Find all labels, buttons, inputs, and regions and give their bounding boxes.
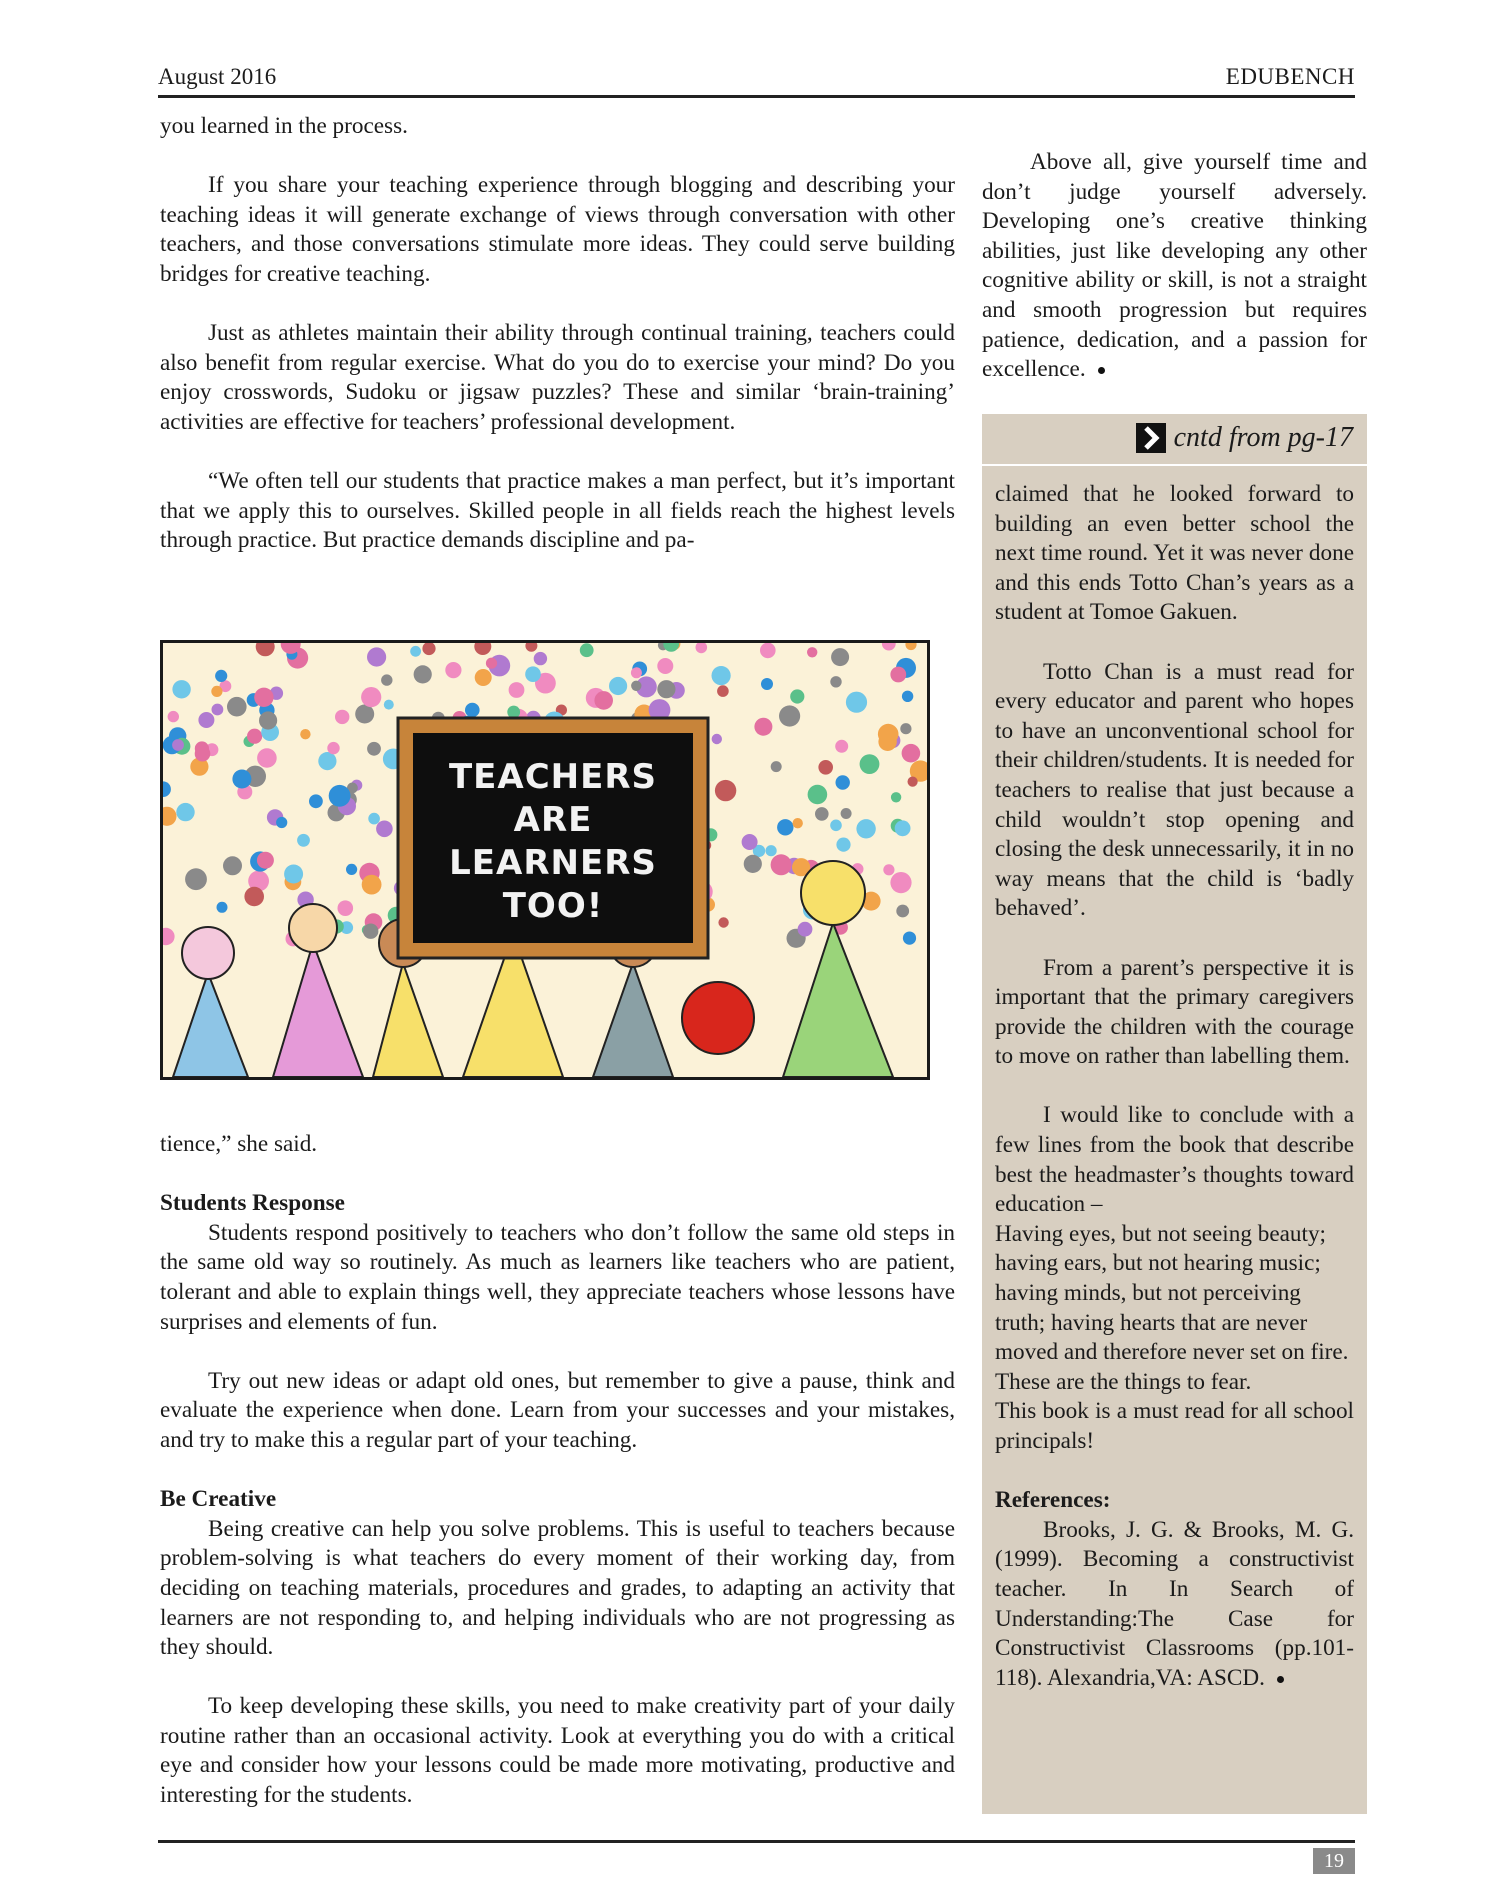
references-heading: References: bbox=[995, 1487, 1111, 1514]
paragraph: This book is a must read for all school principals! bbox=[995, 1398, 1354, 1454]
confetti-dot bbox=[362, 875, 382, 895]
footer-rule bbox=[158, 1840, 1355, 1843]
confetti-dot bbox=[830, 676, 841, 687]
confetti-dot bbox=[831, 648, 849, 666]
confetti-dot bbox=[717, 685, 729, 697]
confetti-dot bbox=[742, 834, 758, 850]
section-heading-students-response: Students Response bbox=[160, 1190, 345, 1217]
left-column-top bbox=[160, 112, 955, 556]
chalk-line-2: ARE bbox=[513, 800, 593, 840]
confetti-dot bbox=[760, 643, 776, 658]
paragraph: you learned in the process. bbox=[160, 113, 408, 139]
section-heading-be-creative: Be Creative bbox=[160, 1486, 277, 1513]
confetti-dot bbox=[715, 780, 736, 801]
confetti-dot bbox=[445, 662, 461, 678]
header-date: August 2016 bbox=[158, 64, 277, 89]
end-bullet-icon bbox=[1277, 1676, 1284, 1683]
confetti-dot bbox=[318, 752, 336, 770]
confetti-dot bbox=[890, 667, 906, 683]
chevron-right-icon bbox=[1136, 423, 1166, 453]
confetti-dot bbox=[185, 868, 207, 890]
sidebar-title: cntd from pg-17 bbox=[1173, 422, 1353, 453]
chalk-line-1: TEACHERS bbox=[448, 757, 658, 797]
confetti-dot bbox=[903, 932, 916, 945]
confetti-dot bbox=[609, 677, 627, 695]
confetti-dot bbox=[217, 902, 228, 913]
confetti-dot bbox=[254, 688, 273, 707]
confetti-dot bbox=[363, 924, 378, 939]
confetti-dot bbox=[902, 744, 921, 763]
confetti-dot bbox=[367, 647, 386, 666]
confetti-dot bbox=[890, 872, 911, 893]
confetti-dot bbox=[860, 754, 880, 774]
confetti-dot bbox=[422, 643, 435, 655]
confetti-dot bbox=[771, 854, 792, 875]
header-rule bbox=[158, 95, 1355, 98]
paragraph: tience,” she said. bbox=[160, 1131, 318, 1157]
confetti-dot bbox=[465, 703, 480, 718]
confetti-dot bbox=[223, 856, 242, 875]
reference-text: Brooks, J. G. & Brooks, M. G. (1999). Becoming a constructivist teacher. In In Search of Understanding:The Case for Constructivist Classrooms (pp.101-118). Alexandria,VA: ASCD. bbox=[995, 1516, 1354, 1691]
confetti-dot bbox=[486, 658, 497, 669]
left-column-bottom bbox=[160, 1130, 955, 1811]
confetti-dot bbox=[195, 741, 209, 755]
confetti-dot bbox=[361, 687, 381, 707]
page-number: 19 bbox=[1313, 1848, 1355, 1874]
confetti-dot bbox=[257, 748, 277, 768]
teachers-are-learners-illustration bbox=[160, 640, 930, 1080]
reference-item bbox=[995, 1516, 1354, 1694]
confetti-dot bbox=[696, 643, 708, 653]
paragraph: I would like to conclude with a few lines from the book that describe best the headmaster’s thoughts toward education – bbox=[995, 1102, 1354, 1218]
confetti-dot bbox=[807, 647, 817, 657]
header-publication: EDUBENCH bbox=[1225, 64, 1355, 89]
sidebar-header bbox=[1136, 414, 1353, 462]
confetti-dot bbox=[355, 705, 374, 724]
confetti-dot bbox=[883, 864, 894, 875]
confetti-dot bbox=[509, 682, 525, 698]
confetti-dot bbox=[168, 711, 179, 722]
confetti-dot bbox=[754, 718, 772, 736]
paragraph: claimed that he looked forward to building an even better school the next time round. Yet it was never done and this ends Totto Chan’s years as a student at Tomoe Gakuen. bbox=[995, 481, 1354, 626]
confetti-dot bbox=[808, 785, 828, 805]
confetti-dot bbox=[172, 680, 190, 698]
confetti-dot bbox=[908, 777, 918, 787]
confetti-dot bbox=[657, 658, 673, 674]
confetti-dot bbox=[856, 819, 875, 838]
paragraph: “We often tell our students that practice makes a man perfect, but it’s important that we apply this to ourselves. Skilled people in all fields reach the highest levels through practice. But practice demands discipline and pa- bbox=[160, 468, 955, 554]
confetti-dot bbox=[896, 905, 909, 918]
confetti-dot bbox=[761, 678, 773, 690]
confetti-dot bbox=[815, 807, 829, 821]
confetti-dot bbox=[215, 670, 227, 682]
confetti-dot bbox=[211, 686, 222, 697]
confetti-dot bbox=[257, 852, 274, 869]
confetti-dot bbox=[259, 711, 277, 729]
confetti-dot bbox=[297, 834, 310, 847]
confetti-dot bbox=[338, 900, 354, 916]
confetti-dot bbox=[227, 697, 247, 717]
confetti-dot bbox=[384, 700, 394, 710]
confetti-dot bbox=[525, 666, 541, 682]
end-bullet-icon bbox=[1098, 367, 1105, 374]
confetti-dot bbox=[818, 760, 833, 775]
confetti-dot bbox=[836, 775, 850, 789]
quote: Having eyes, but not seeing beauty; having ears, but not hearing music; having minds, but not perceiving truth; having hearts that are never moved and therefore never set on fire. These are the things to fear. bbox=[995, 1220, 1349, 1395]
confetti-dot bbox=[580, 643, 594, 657]
confetti-dot bbox=[902, 691, 913, 702]
confetti-dot bbox=[793, 818, 803, 828]
confetti-dot bbox=[327, 742, 339, 754]
confetti-dot bbox=[309, 794, 323, 808]
confetti-dot bbox=[905, 643, 916, 650]
confetti-dot bbox=[475, 669, 492, 686]
confetti-dot bbox=[777, 819, 793, 835]
confetti-dot bbox=[744, 855, 762, 873]
chalk-line-4: TOO! bbox=[502, 886, 604, 926]
confetti-dot bbox=[368, 813, 380, 825]
chalk-line-3: LEARNERS bbox=[449, 843, 657, 883]
confetti-dot bbox=[381, 674, 392, 685]
confetti-dot bbox=[766, 845, 777, 856]
confetti-dot bbox=[410, 646, 421, 657]
confetti-dot bbox=[712, 734, 722, 744]
confetti-dot bbox=[247, 729, 262, 744]
confetti-dot bbox=[335, 710, 349, 724]
confetti-dot bbox=[900, 723, 911, 734]
confetti-dot bbox=[367, 742, 381, 756]
confetti-dot bbox=[895, 820, 911, 836]
confetti-dot bbox=[663, 643, 679, 652]
confetti-dot bbox=[346, 864, 357, 875]
confetti-dot bbox=[284, 865, 303, 884]
confetti-dot bbox=[631, 681, 641, 691]
right-column-top bbox=[982, 148, 1367, 385]
confetti-dot bbox=[172, 739, 184, 751]
paragraph-text: Above all, give yourself time and don’t judge yourself adversely. Developing one’s creative thinking abilities, just like developing any other cognitive ability or skill, is not a straight and smooth progression but requires patience, dedication, and a passion for excellence. bbox=[982, 149, 1367, 383]
confetti-dot bbox=[525, 643, 537, 652]
confetti-dot bbox=[414, 665, 432, 683]
confetti-dot bbox=[631, 667, 642, 678]
confetti-dot bbox=[176, 803, 194, 821]
confetti-dot bbox=[835, 740, 848, 753]
confetti-dot bbox=[163, 928, 175, 945]
confetti-dot bbox=[798, 922, 813, 937]
confetti-dot bbox=[329, 785, 351, 807]
paragraph: Totto Chan is a must read for every educator and parent who hopes to have an unconventional school for their children/students. It is needed for teachers to realise that just because a child wouldn’t stop opening and closing the desk unnecessarily, it in no way means that the child is ‘badly behaved’. bbox=[995, 658, 1354, 922]
confetti-dot bbox=[830, 820, 842, 832]
confetti-dot bbox=[712, 666, 731, 685]
confetti-dot bbox=[212, 704, 224, 716]
confetti-dot bbox=[846, 692, 867, 713]
confetti-dot bbox=[718, 917, 728, 927]
confetti-dot bbox=[882, 643, 896, 651]
confetti-dot bbox=[534, 652, 547, 665]
confetti-dot bbox=[836, 838, 850, 852]
paragraph: Students respond positively to teachers who don’t follow the same old steps in the same old way so routinely. As much as learners like teachers who are patient, tolerant and able to explain things well, they appreciate teachers whose lessons have surprises and elements of fun. bbox=[160, 1219, 955, 1335]
confetti-dot bbox=[276, 817, 287, 828]
paragraph: Being creative can help you solve problems. This is useful to teachers because problem-solving is what teachers do every moment of their working day, from deciding on teaching materials, procedures and grades, to adapting an activity that learners are not responding to, and helping individuals who are not progressing as they should. bbox=[160, 1515, 955, 1661]
confetti-dot bbox=[376, 821, 393, 838]
paragraph: To keep developing these skills, you need to make creativity part of your daily routine rather than an occasional activity. Look at everything you do with a critical eye and consider how your lessons could be made more motivating, productive and interesting for the students. bbox=[160, 1693, 955, 1809]
confetti-dot bbox=[300, 729, 310, 739]
paragraph: From a parent’s perspective it is important that the primary caregivers provide the children with the courage to move on rather than labelling them. bbox=[995, 954, 1354, 1070]
confetti-dot bbox=[841, 808, 852, 819]
sidebar-body bbox=[995, 480, 1354, 1693]
confetti-dot bbox=[891, 792, 901, 802]
confetti-dot bbox=[244, 887, 264, 907]
paragraph: Try out new ideas or adapt old ones, but remember to give a pause, think and evaluate the experience when done. Learn from your successes and your mistakes, and try to make this a regular part of your teaching. bbox=[160, 1367, 955, 1453]
confetti-dot bbox=[771, 761, 782, 772]
confetti-dot bbox=[474, 643, 491, 655]
sidebar-rule bbox=[982, 464, 1367, 466]
confetti-dot bbox=[163, 807, 177, 826]
confetti-dot bbox=[878, 733, 896, 751]
paragraph: If you share your teaching experience through blogging and describing your teaching ideas it will generate exchange of views through conversation with other teachers, and those conversations stimulate more ideas. They could serve building bridges for creative teaching. bbox=[160, 172, 955, 287]
confetti-dot bbox=[198, 712, 214, 728]
confetti-dot bbox=[657, 680, 675, 698]
confetti-dot bbox=[779, 705, 800, 726]
continued-sidebar bbox=[982, 414, 1367, 1814]
paragraph bbox=[982, 148, 1367, 385]
confetti-dot bbox=[256, 643, 275, 656]
confetti-dot bbox=[507, 706, 520, 719]
confetti-dot bbox=[790, 689, 804, 703]
confetti-dot bbox=[232, 770, 251, 789]
paragraph: Just as athletes maintain their ability through continual training, teachers could also benefit from regular exercise. What do you do to exercise your mind? Do you enjoy crosswords, Sudoku or jigsaw puzzles? These and similar ‘brain-training’ activities are effective for teachers’ professional development. bbox=[160, 320, 955, 435]
confetti-dot bbox=[163, 781, 171, 797]
confetti-dot bbox=[594, 691, 613, 710]
